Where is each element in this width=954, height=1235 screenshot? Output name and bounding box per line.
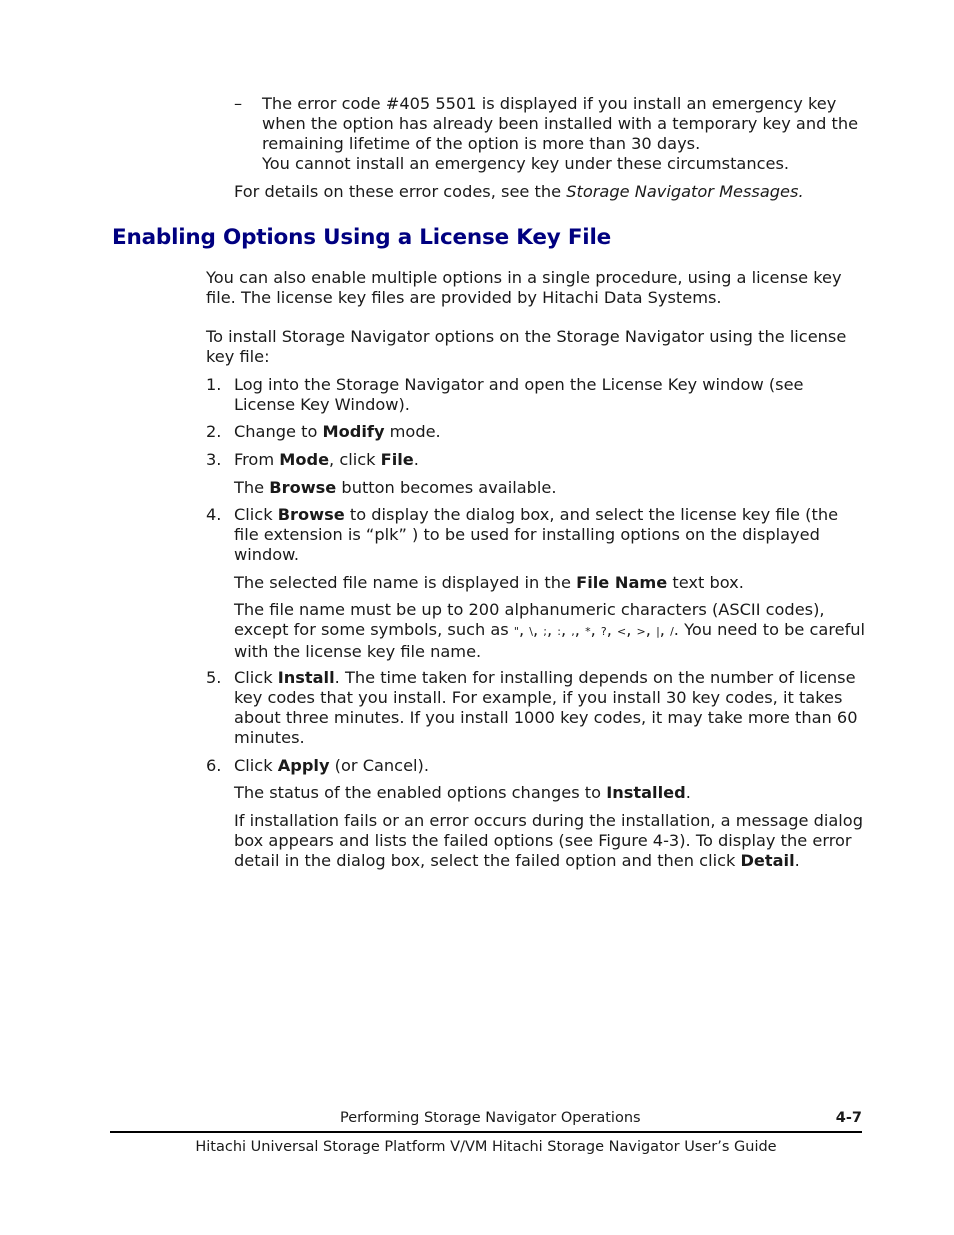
- intro-paragraph: You can also enable multiple options in a single procedure, using a license key file. The license key files are provided by Hitachi Data Systems.: [206, 268, 842, 307]
- step-number: 6.: [206, 756, 222, 775]
- step-3-note: The Browse button becomes available.: [234, 478, 557, 497]
- step-6-note-status: The status of the enabled options changes to Installed.: [234, 783, 691, 802]
- footer-page-number: 4-7: [835, 1110, 862, 1126]
- step-5: [206, 668, 866, 748]
- footer-book-title: Hitachi Universal Storage Platform V/VM Hitachi Storage Navigator User’s Guide: [195, 1139, 777, 1155]
- details-prefix: For details on these error codes, see the: [234, 182, 567, 201]
- step-text: Change to Modify mode.: [234, 422, 441, 441]
- step-number: 1.: [206, 375, 222, 394]
- error-code-restriction: You cannot install an emergency key under these circumstances.: [262, 154, 790, 173]
- details-reference: [234, 182, 874, 202]
- step-1: [206, 375, 866, 415]
- step-3: [206, 450, 866, 470]
- step-text: From Mode, click File.: [234, 450, 419, 469]
- messages-reference: Storage Navigator Messages.: [566, 182, 804, 201]
- footer-divider: [110, 1131, 862, 1133]
- step-text: Click Browse to display the dialog box, and select the license key file (the file extension is “plk” ) to be used for installing options on the displayed window.: [234, 505, 839, 564]
- step-number: 5.: [206, 668, 222, 687]
- step-text: Click Install. The time taken for installing depends on the number of license key codes that you install. For example, if you install 30 key codes, it takes about three minutes. If you install 1000 key codes, it may take more than 60 minutes.: [234, 668, 858, 747]
- footer-chapter-title: Performing Storage Navigator Operations: [340, 1110, 641, 1126]
- step-2: [206, 422, 866, 442]
- step-number: 4.: [206, 505, 222, 524]
- error-code-text: The error code #405 5501 is displayed if you install an emergency key when the option has already been installed with a temporary key and the remaining lifetime of the option is more than 30 days.: [262, 94, 859, 153]
- install-intro-paragraph: To install Storage Navigator options on the Storage Navigator using the license key file:: [206, 327, 847, 366]
- section-heading: Enabling Options Using a License Key File: [112, 225, 612, 250]
- step-number: 3.: [206, 450, 222, 469]
- step-6: [206, 756, 866, 776]
- list-dash: –: [234, 94, 243, 113]
- step-text: Log into the Storage Navigator and open the License Key window (see License Key Window).: [234, 375, 804, 414]
- step-4-note-filename: The selected file name is displayed in the File Name text box.: [234, 573, 744, 592]
- step-4-note-restrictions: The file name must be up to 200 alphanumeric characters (ASCII codes), except for some symbols, such as ", \, ;, :, ,, *, ?, <, >, |, /. You need to be careful with the license key file name.: [234, 600, 866, 661]
- step-6-note-failure: If installation fails or an error occurs during the installation, a message dialog box appears and lists the failed options (see Figure 4-3). To display the error detail in the dialog box, select the failed option and then click Detail.: [234, 811, 863, 870]
- step-number: 2.: [206, 422, 222, 441]
- step-4: [206, 505, 866, 565]
- error-code-note: [234, 94, 874, 174]
- step-text: Click Apply (or Cancel).: [234, 756, 429, 775]
